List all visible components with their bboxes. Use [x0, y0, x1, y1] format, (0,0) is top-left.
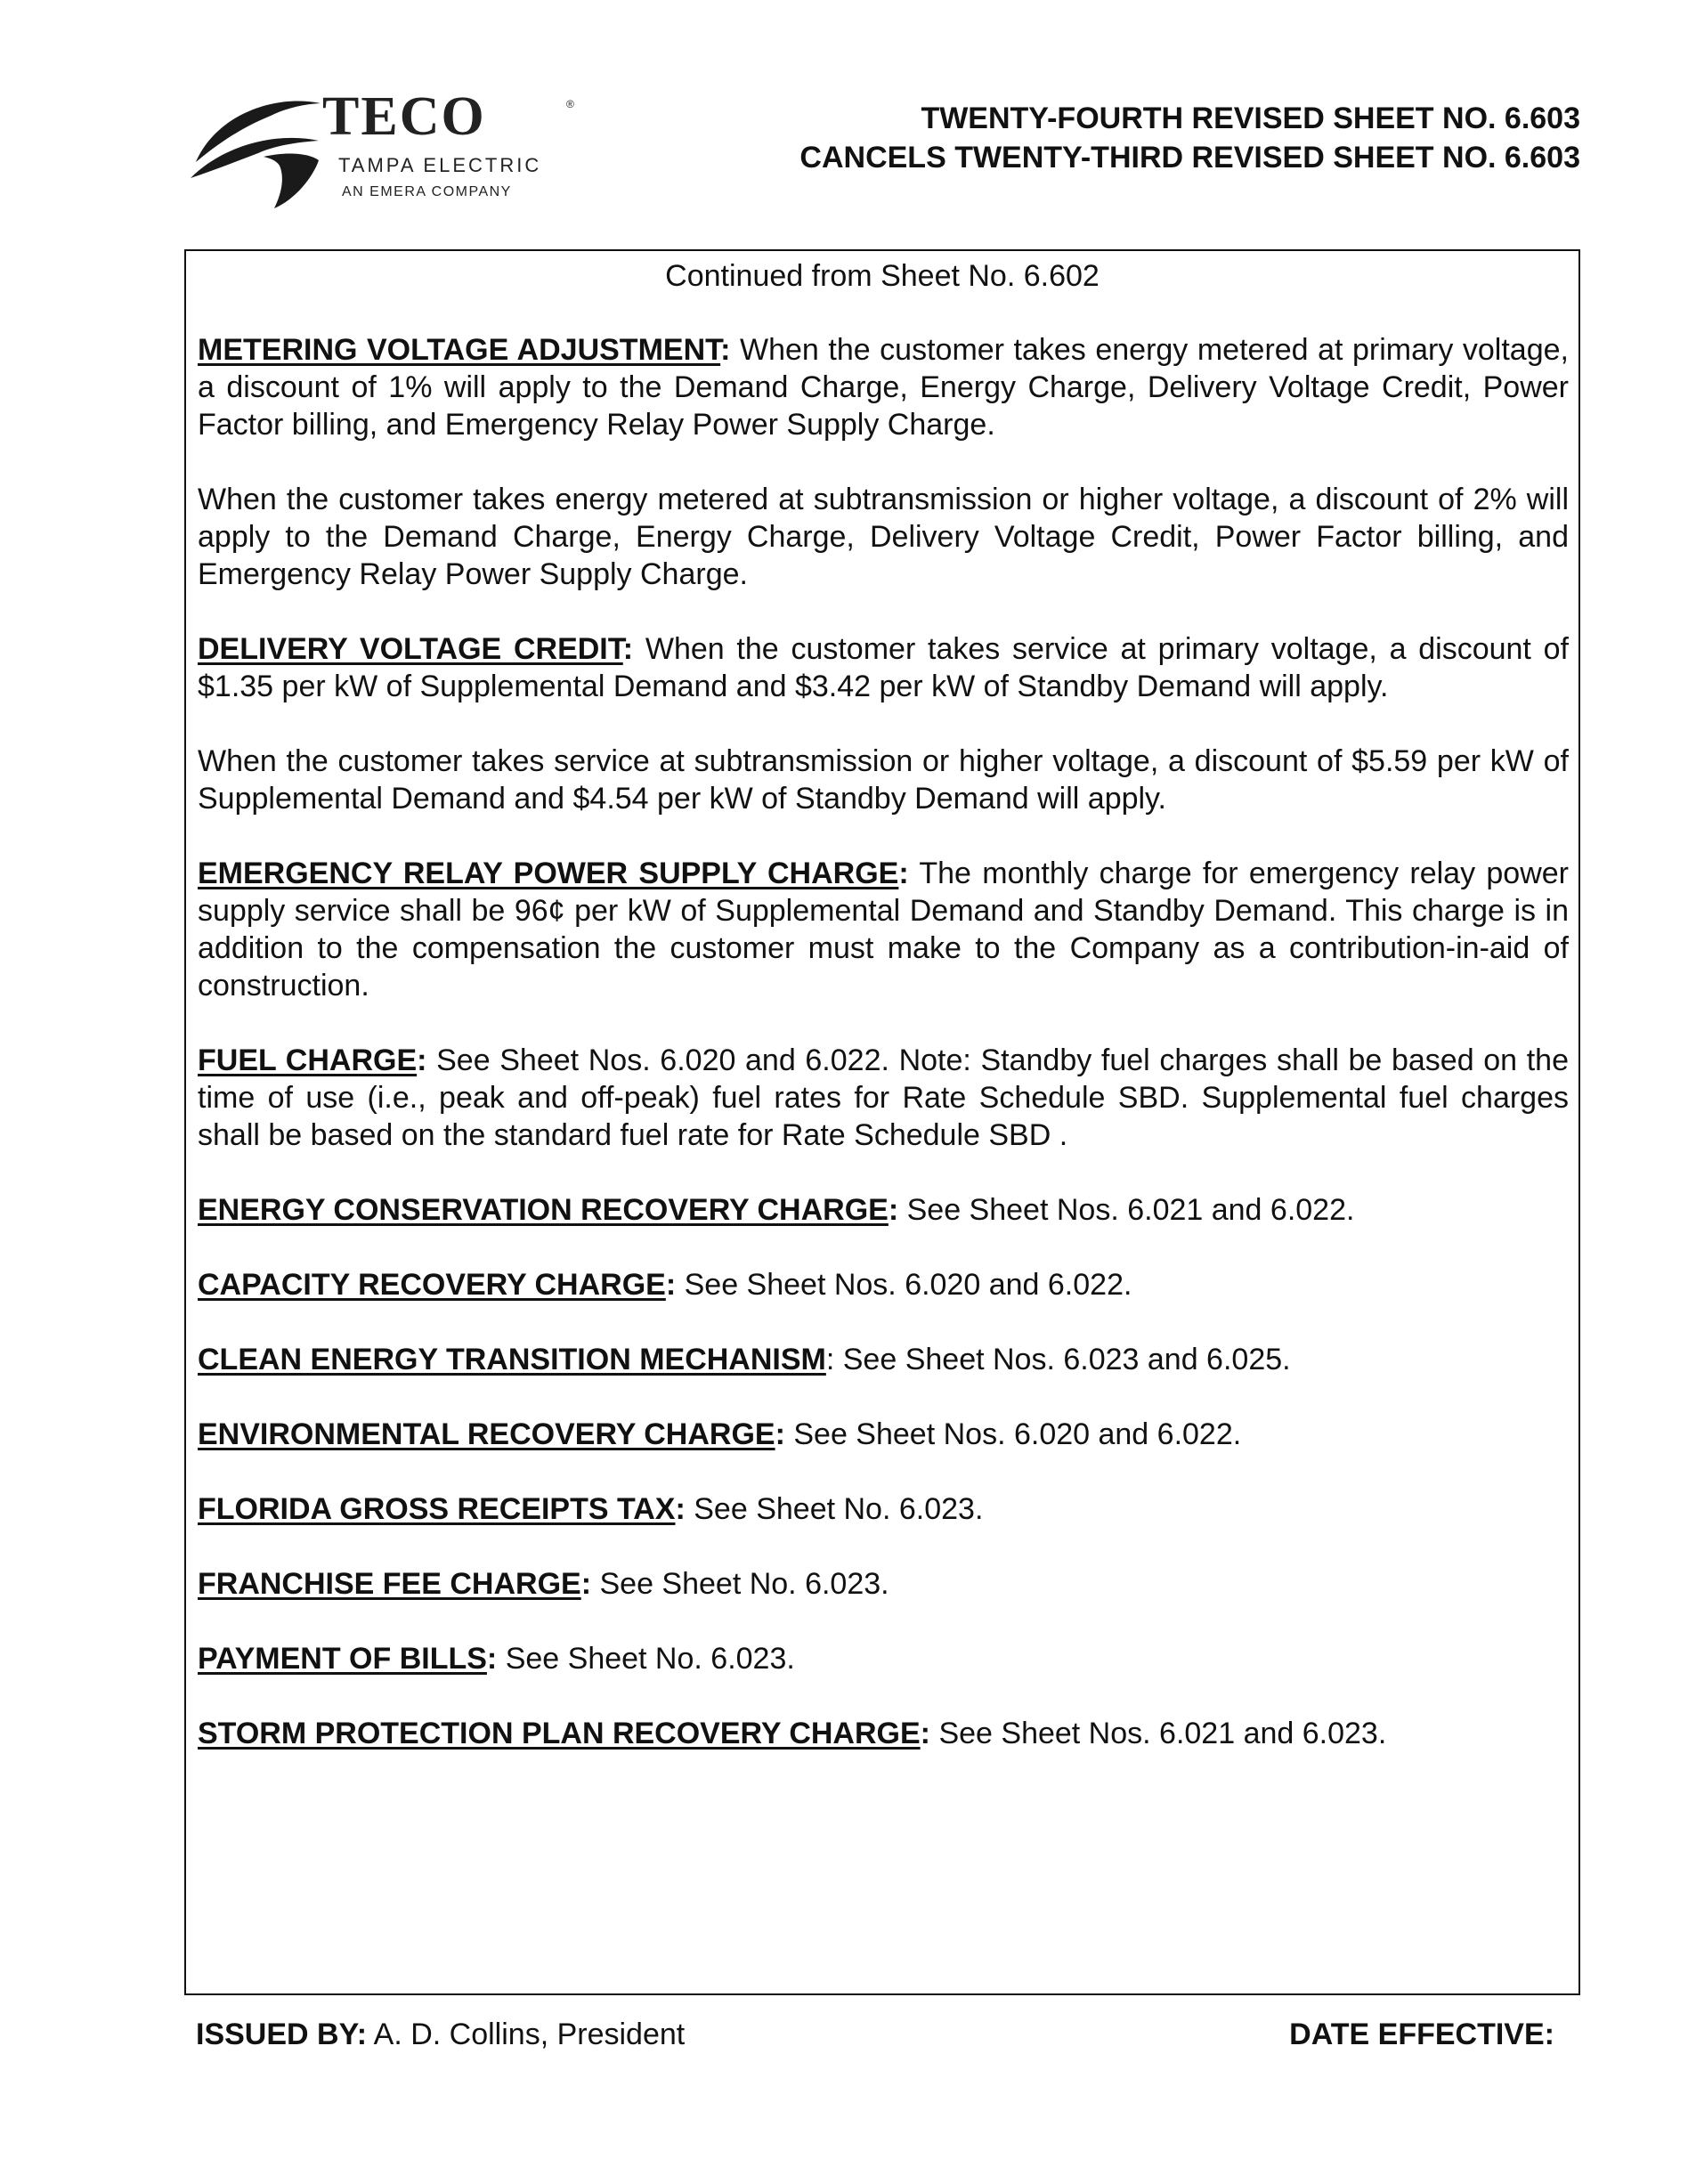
section-heading: FUEL CHARGE	[198, 1043, 418, 1077]
section-florida-gross-receipts-tax	[198, 1490, 1569, 1528]
section-text: See Sheet No. 6.023.	[497, 1642, 795, 1676]
section-heading: PAYMENT OF BILLS	[198, 1642, 487, 1676]
section-clean-energy-transition-mechanism	[198, 1341, 1569, 1378]
section-text: See Sheet No. 6.023.	[591, 1567, 889, 1601]
section-heading: CAPACITY RECOVERY CHARGE	[198, 1268, 666, 1302]
section-heading: METERING VOLTAGE ADJUSTMENT	[198, 333, 721, 367]
section-colon: :	[580, 1567, 592, 1601]
section-text: The monthly charge for emergency relay power supply service shall be 96¢ per kW of Supplemental Demand and Standby Demand. This charge is in addition to the compensation the customer must make to the Company as a contribution-in-aid of construction.	[198, 857, 1570, 1003]
paragraph-subtransmission-credit	[198, 743, 1569, 817]
section-colon: :	[888, 1193, 899, 1227]
cancels-sheet-line: CANCELS TWENTY-THIRD REVISED SHEET NO. 6.603	[799, 141, 1580, 175]
issued-by	[196, 2015, 685, 2054]
teco-swoosh-icon	[189, 89, 322, 209]
logo-subline: TAMPA ELECTRIC	[338, 154, 542, 176]
continued-from-note: Continued from Sheet No. 6.602	[665, 259, 1100, 293]
section-colon: :	[775, 1417, 785, 1451]
section-heading: ENVIRONMENTAL RECOVERY CHARGE	[198, 1417, 775, 1451]
sheet-header	[799, 99, 1580, 177]
tariff-content-box	[184, 249, 1580, 1995]
section-text: When the customer takes service at subtransmission or higher voltage, a discount of $5.59 per kW of Supplemental Demand and $4.54 per kW of Standby Demand will apply.	[198, 744, 1569, 816]
section-colon: :	[622, 632, 634, 666]
section-colon: :	[720, 333, 731, 367]
section-heading: FLORIDA GROSS RECEIPTS TAX	[198, 1492, 676, 1526]
section-colon: :	[920, 1717, 930, 1750]
section-text: See Sheet Nos. 6.021 and 6.023.	[930, 1717, 1387, 1750]
section-heading: CLEAN ENERGY TRANSITION MECHANISM	[198, 1343, 826, 1376]
section-text: See Sheet Nos. 6.020 and 6.022.	[676, 1268, 1132, 1302]
section-colon: :	[898, 857, 909, 890]
sheet-number-line: TWENTY-FOURTH REVISED SHEET NO. 6.603	[921, 101, 1580, 135]
section-delivery-voltage-credit	[198, 630, 1569, 705]
section-text: When the customer takes energy metered at primary voltage, a discount of 1% will apply to the Demand Charge, Energy Charge, Delivery Voltage Credit, Power Factor billing, and Emergency Relay Power Supply Charge.	[198, 333, 1569, 442]
section-heading: STORM PROTECTION PLAN RECOVERY CHARGE	[198, 1717, 921, 1750]
paragraph-subtransmission-discount	[198, 481, 1569, 593]
teco-logo	[189, 86, 634, 209]
section-text: When the customer takes energy metered at subtransmission or higher voltage, a discount of 2% will apply to the Demand Charge, Energy Charge, Delivery Voltage Credit, Power Factor billing, and Emergency Relay Power Supply Charge.	[198, 483, 1569, 591]
section-heading: DELIVERY VOLTAGE CREDIT	[198, 632, 623, 666]
section-storm-protection-plan-recovery-charge	[198, 1715, 1569, 1752]
section-colon: :	[486, 1642, 498, 1676]
section-capacity-recovery-charge	[198, 1266, 1569, 1303]
section-colon: :	[417, 1043, 427, 1077]
section-heading: ENERGY CONSERVATION RECOVERY CHARGE	[198, 1193, 889, 1227]
section-text: When the customer takes service at primary voltage, a discount of $1.35 per kW of Supplemental Demand and $3.42 per kW of Standby Demand will apply.	[198, 632, 1569, 703]
section-text: See Sheet No. 6.023.	[685, 1492, 984, 1526]
section-text: See Sheet Nos. 6.021 and 6.022.	[898, 1193, 1355, 1227]
section-metering-voltage-adjustment	[198, 331, 1569, 443]
issued-by-label: ISSUED BY:	[196, 2018, 368, 2051]
section-fuel-charge	[198, 1042, 1569, 1154]
tariff-sections	[198, 331, 1569, 1790]
section-energy-conservation-recovery-charge	[198, 1191, 1569, 1229]
section-text: See Sheet Nos. 6.020 and 6.022.	[784, 1417, 1242, 1451]
date-effective: DATE EFFECTIVE:	[1289, 2018, 1554, 2051]
section-heading: EMERGENCY RELAY POWER SUPPLY CHARGE	[198, 857, 899, 890]
section-payment-of-bills	[198, 1640, 1569, 1677]
logo-trademark: ®	[566, 98, 574, 110]
section-colon: :	[675, 1492, 686, 1526]
section-heading: FRANCHISE FEE CHARGE	[198, 1567, 581, 1601]
section-emergency-relay-power-supply-charge	[198, 855, 1569, 1004]
issued-by-value: A. D. Collins, President	[367, 2018, 686, 2051]
section-franchise-fee-charge	[198, 1565, 1569, 1603]
section-colon: :	[825, 1343, 835, 1376]
logo-tagline: AN EMERA COMPANY	[342, 184, 512, 199]
logo-wordmark: TECO	[322, 86, 486, 147]
section-text: See Sheet Nos. 6.020 and 6.022. Note: Standby fuel charges shall be based on the time of use (i.e., peak and off-peak) fuel rates for Rate Schedule SBD. Supplemental fuel charges shall be based on the standard fuel rate for Rate Schedule SBD .	[198, 1043, 1569, 1152]
section-text: See Sheet Nos. 6.023 and 6.025.	[834, 1343, 1291, 1376]
section-environmental-recovery-charge	[198, 1416, 1569, 1453]
section-colon: :	[665, 1268, 677, 1302]
